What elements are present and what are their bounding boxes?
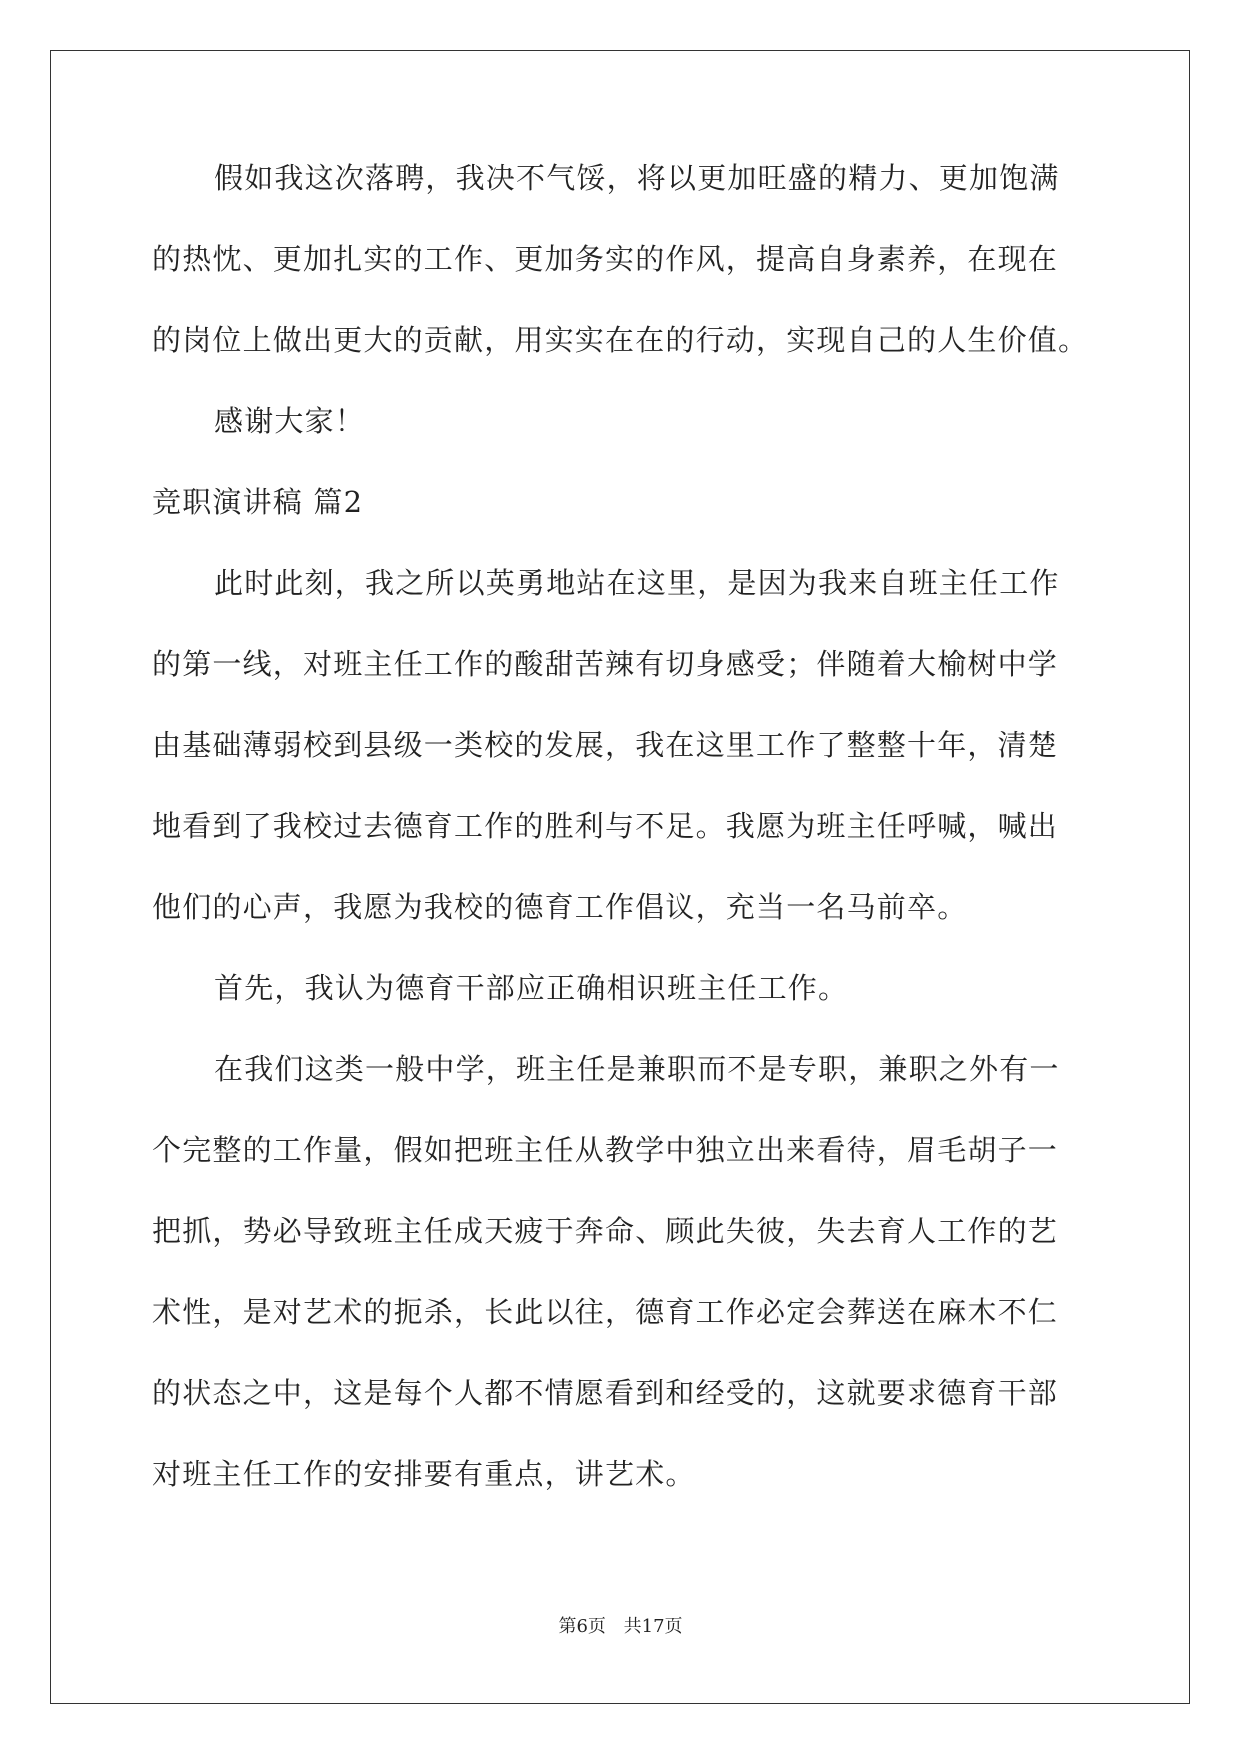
text-line: 他们的心声，我愿为我校的德育工作倡议，充当一名马前卒。 bbox=[152, 890, 968, 924]
text-line: 此时此刻，我之所以英勇地站在这里，是因为我来自班主任工作 bbox=[214, 566, 1060, 600]
page-total: 共17页 bbox=[623, 1616, 683, 1637]
page-footer bbox=[0, 1612, 1241, 1638]
text-line: 把抓，势必导致班主任成天疲于奔命、顾此失彼，失去育人工作的艺 bbox=[152, 1214, 1059, 1248]
text-line: 的热忱、更加扎实的工作、更加务实的作风，提高自身素养，在现在 bbox=[152, 242, 1059, 276]
text-line: 由基础薄弱校到县级一类校的发展，我在这里工作了整整十年，清楚 bbox=[152, 728, 1059, 762]
text-line: 在我们这类一般中学，班主任是兼职而不是专职，兼职之外有一 bbox=[214, 1052, 1060, 1086]
page-number: 第6页 bbox=[558, 1616, 606, 1637]
text-line: 对班主任工作的安排要有重点，讲艺术。 bbox=[152, 1457, 696, 1491]
text-line: 假如我这次落聘，我决不气馁，将以更加旺盛的精力、更加饱满 bbox=[214, 161, 1060, 195]
text-line: 的岗位上做出更大的贡献，用实实在在的行动，实现自己的人生价值。 bbox=[152, 323, 1089, 357]
text-line: 的第一线，对班主任工作的酸甜苦辣有切身感受；伴随着大榆树中学 bbox=[152, 647, 1059, 681]
text-line: 地看到了我校过去德育工作的胜利与不足。我愿为班主任呼喊，喊出 bbox=[152, 809, 1059, 843]
text-line: 个完整的工作量，假如把班主任从教学中独立出来看待，眉毛胡子一 bbox=[152, 1133, 1059, 1167]
text-line: 术性，是对艺术的扼杀，长此以往，德育工作必定会葬送在麻木不仁 bbox=[152, 1295, 1059, 1329]
text-line: 首先，我认为德育干部应正确相识班主任工作。 bbox=[214, 971, 849, 1005]
document-body bbox=[152, 158, 1092, 1535]
text-line: 感谢大家！ bbox=[214, 404, 366, 438]
text-line: 的状态之中，这是每个人都不情愿看到和经受的，这就要求德育干部 bbox=[152, 1376, 1059, 1410]
section-heading: 竞职演讲稿 篇2 bbox=[152, 485, 364, 519]
